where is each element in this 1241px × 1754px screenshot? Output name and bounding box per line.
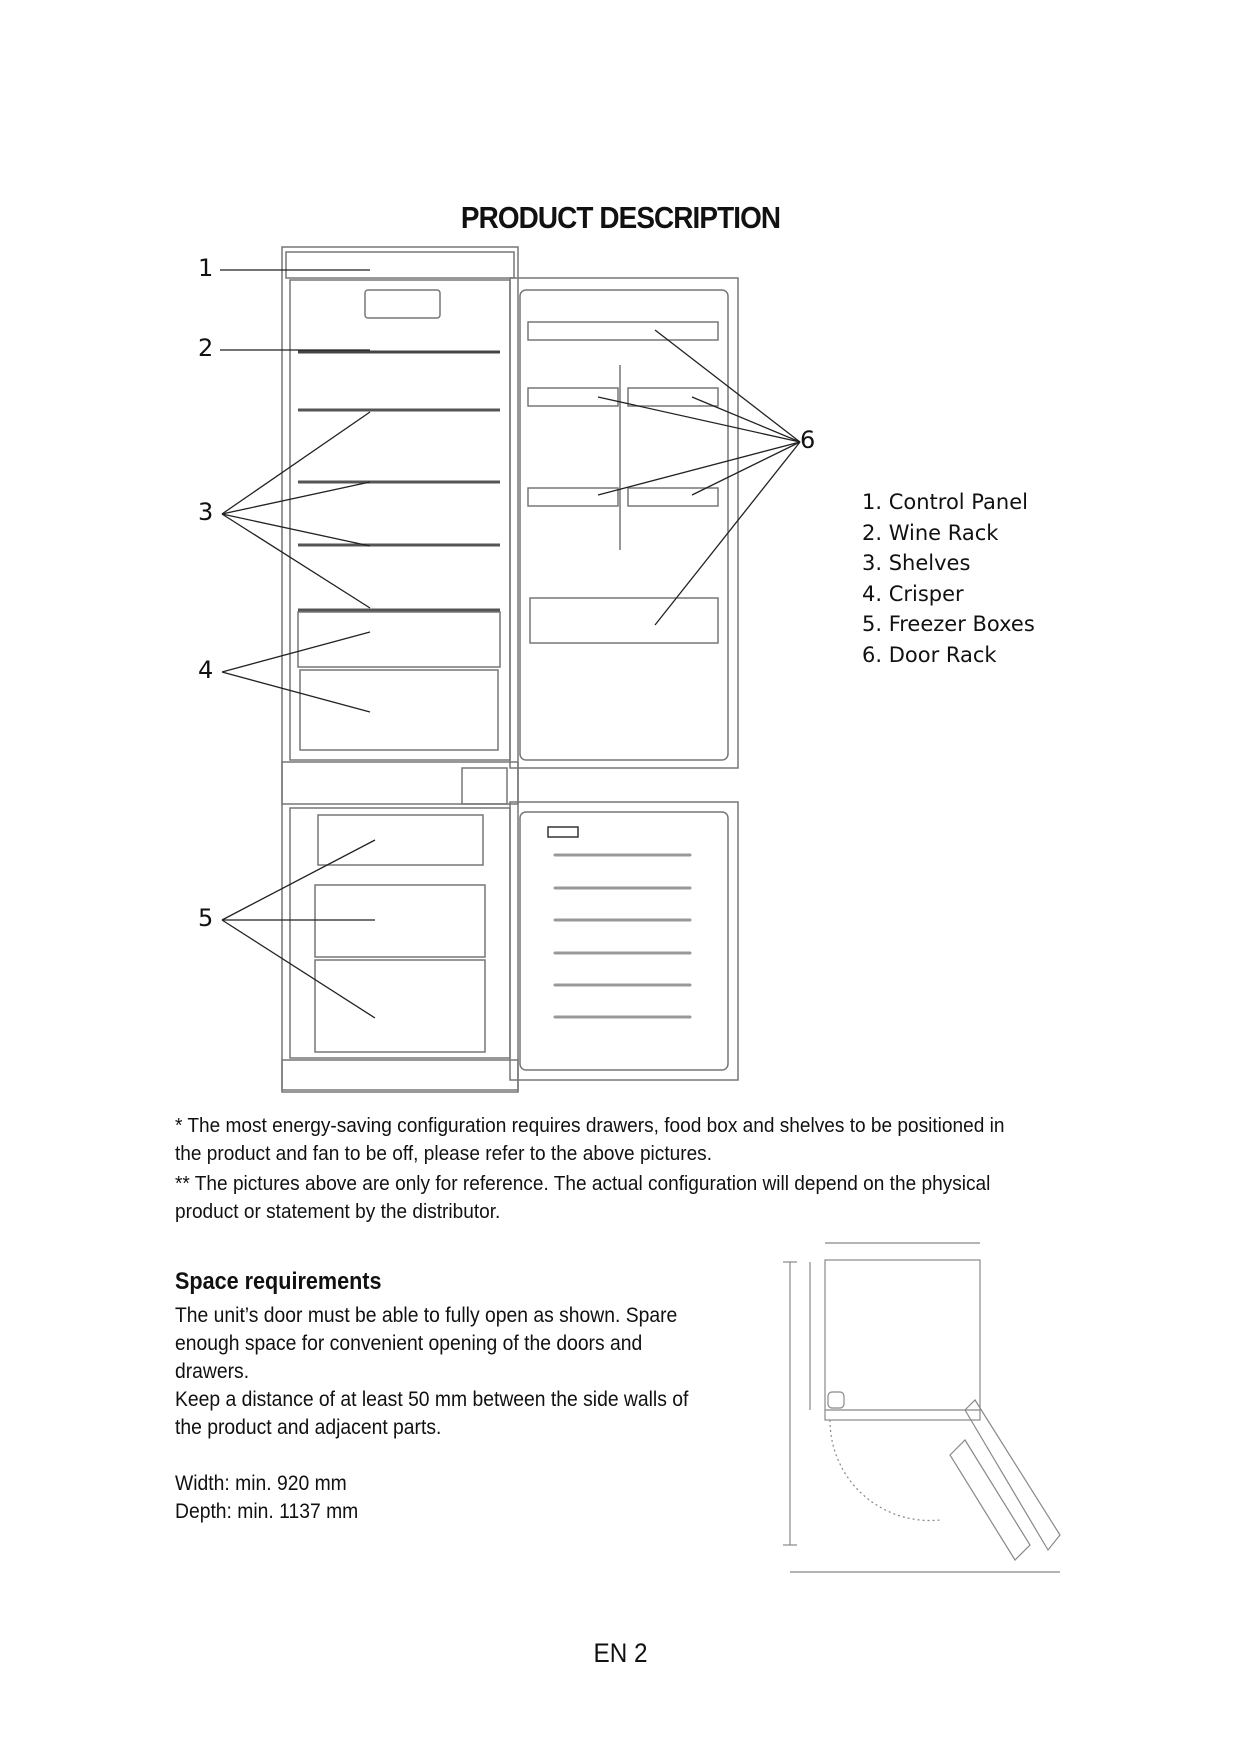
callout-5: 5 <box>198 904 214 932</box>
page-number: EN 2 <box>593 1638 648 1668</box>
space-requirements-heading: Space requirements <box>175 1268 382 1295</box>
legend-item: 2. Wine Rack <box>862 520 999 545</box>
callout-3: 3 <box>198 498 214 526</box>
legend-item: 5. Freezer Boxes <box>862 612 1035 637</box>
callout-2: 2 <box>198 334 214 362</box>
energy-note: * The most energy-saving configuration requires drawers, food box and shelves to be positioned in the product and fan to be off, please refer to the above pictures. <box>175 1114 1005 1165</box>
space-paragraph: The unit’s door must be able to fully open as shown. Spare enough space for convenient opening of the doors and drawers. <box>175 1304 678 1383</box>
legend-item: 6. Door Rack <box>862 642 997 667</box>
callout-4: 4 <box>198 656 214 684</box>
callout-1: 1 <box>198 254 214 282</box>
callout-6: 6 <box>800 426 816 454</box>
space-paragraph: Keep a distance of at least 50 mm between the side walls of the product and adjacent parts. <box>175 1388 689 1439</box>
legend-item: 1. Control Panel <box>862 490 1028 514</box>
legend-item: 4. Crisper <box>862 581 964 606</box>
legend-item: 3. Shelves <box>862 551 971 576</box>
page-title: PRODUCT DESCRIPTION <box>460 200 781 235</box>
reference-note: ** The pictures above are only for reference. The actual configuration will depend on the physical product or statement by the distributor. <box>175 1172 991 1223</box>
width-requirement: Width: min. 920 mm <box>175 1472 347 1495</box>
depth-requirement: Depth: min. 1137 mm <box>175 1500 359 1523</box>
